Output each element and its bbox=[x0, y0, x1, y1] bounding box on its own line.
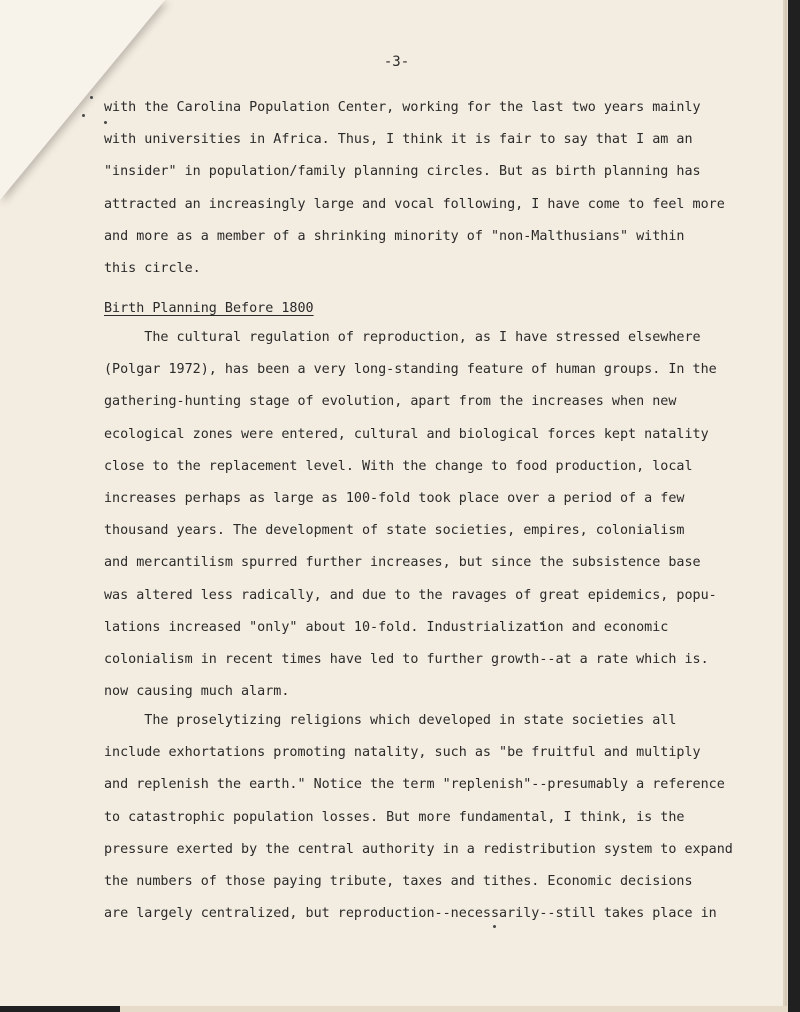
text-line: lations increased "only" about 10-fold. Industrialization and economic bbox=[104, 619, 669, 635]
text-line: and more as a member of a shrinking minority of "non-Malthusians" within bbox=[104, 228, 685, 244]
text-line: attracted an increasingly large and vocal following, I have come to feel more bbox=[104, 196, 725, 212]
paragraph-birth-planning bbox=[104, 322, 717, 708]
text-line: the numbers of those paying tribute, taxes and tithes. Economic decisions bbox=[104, 873, 693, 889]
text-line: (Polgar 1972), has been a very long-standing feature of human groups. In the bbox=[104, 362, 717, 378]
text-line: The proselytizing religions which developed in state societies all bbox=[104, 713, 677, 728]
text-line: this circle. bbox=[104, 260, 201, 276]
text-line: thousand years. The development of state societies, empires, colonialism bbox=[104, 523, 685, 539]
text-line: and mercantilism spurred further increases, but since the subsistence base bbox=[104, 555, 701, 571]
stray-mark bbox=[90, 96, 93, 99]
page-number: -3- bbox=[383, 54, 410, 70]
text-line: to catastrophic population losses. But more fundamental, I think, is the bbox=[104, 809, 685, 825]
stray-mark bbox=[82, 114, 85, 117]
text-line: are largely centralized, but reproduction--necessarily--still takes place in bbox=[104, 906, 717, 922]
text-line: ecological zones were entered, cultural and biological forces kept natality bbox=[104, 426, 709, 442]
text-line: gathering-hunting stage of evolution, apart from the increases when new bbox=[104, 394, 677, 410]
text-line: close to the replacement level. With the change to food production, local bbox=[104, 458, 693, 474]
intro-paragraph bbox=[104, 92, 725, 285]
text-line: The cultural regulation of reproduction, as I have stressed elsewhere bbox=[104, 330, 701, 345]
section-heading: Birth Planning Before 1800 bbox=[104, 301, 314, 316]
text-line: with the Carolina Population Center, working for the last two years mainly bbox=[104, 100, 701, 115]
text-line: now causing much alarm. bbox=[104, 684, 290, 700]
text-line: colonialism in recent times have led to further growth--at a rate which is. bbox=[104, 651, 709, 667]
text-line: and replenish the earth." Notice the term "replenish"--presumably a reference bbox=[104, 777, 725, 793]
text-line: pressure exerted by the central authority in a redistribution system to expand bbox=[104, 841, 733, 857]
paragraph-proselytizing-religions bbox=[104, 705, 733, 930]
text-line: "insider" in population/family planning circles. But as birth planning has bbox=[104, 164, 701, 180]
text-line: with universities in Africa. Thus, I think it is fair to say that I am an bbox=[104, 132, 693, 148]
text-line: was altered less radically, and due to the ravages of great epidemics, popu- bbox=[104, 587, 717, 603]
text-line: increases perhaps as large as 100-fold took place over a period of a few bbox=[104, 490, 685, 506]
text-line: include exhortations promoting natality, such as "be fruitful and multiply bbox=[104, 745, 701, 761]
